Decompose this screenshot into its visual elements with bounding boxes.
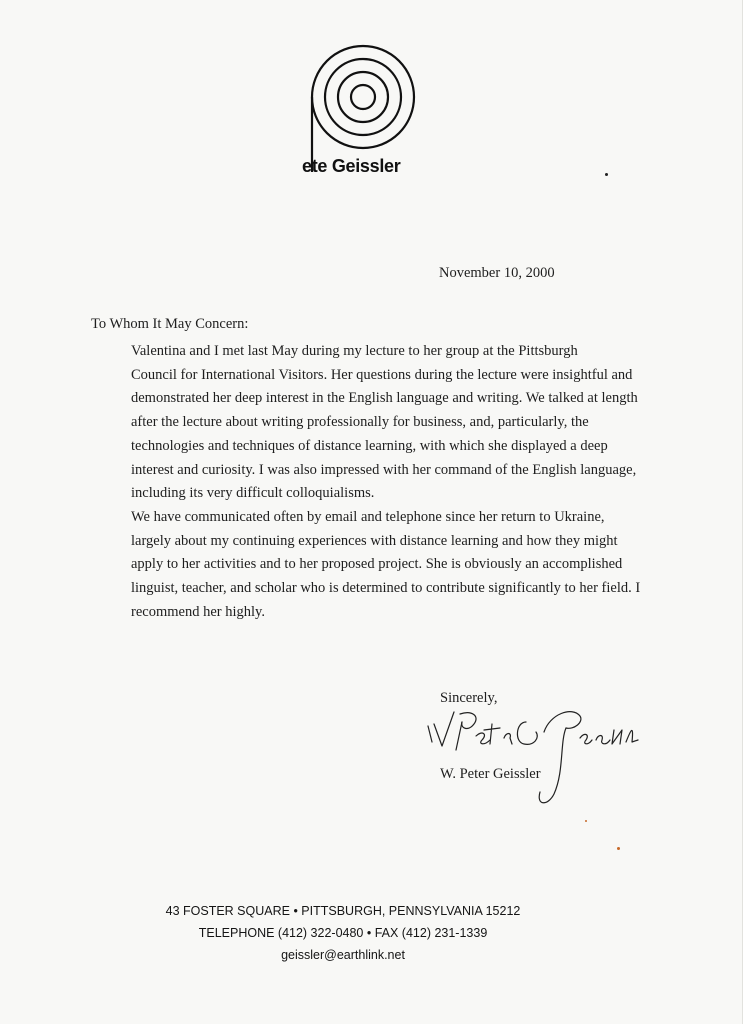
- letterhead-logo-text: ete Geissler: [302, 156, 401, 176]
- paper-speck: [585, 820, 587, 822]
- closing: Sincerely,: [440, 690, 498, 706]
- letterhead-logo: [288, 36, 436, 186]
- paragraph-2: [91, 506, 641, 625]
- footer-phone-fax: TELEPHONE (412) 322-0480 • FAX (412) 231-1339: [198, 926, 488, 940]
- footer-email: geissler@earthlink.net: [281, 948, 405, 962]
- letterhead-footer: [0, 900, 686, 966]
- body-line: after the lecture about writing professionally for business, and, particularly, the: [131, 414, 589, 431]
- body-line: linguist, teacher, and scholar who is determined to contribute significantly to her field. I: [131, 580, 641, 597]
- letter-body: [91, 340, 641, 624]
- body-line: We have communicated often by email and telephone since her return to Ukraine,: [131, 508, 605, 525]
- body-line: interest and curiosity. I was also impressed with her command of the English language,: [131, 461, 637, 478]
- signer-name: W. Peter Geissler: [440, 766, 541, 782]
- paper-speck: [617, 847, 620, 850]
- paragraph-1: [91, 340, 638, 506]
- body-line: technologies and techniques of distance learning, with which she displayed a deep: [131, 437, 608, 454]
- letter-date: November 10, 2000: [439, 265, 555, 281]
- paper-speck: [605, 173, 608, 176]
- body-line: including its very difficult colloquialisms.: [131, 485, 375, 502]
- body-line: apply to her activities and to her proposed project. She is obviously an accomplished: [131, 556, 623, 573]
- body-line: recommend her highly.: [131, 603, 265, 620]
- handwritten-signature-icon: [420, 702, 650, 812]
- footer-address: 43 FOSTER SQUARE • PITTSBURGH, PENNSYLVANIA 15212: [165, 904, 521, 918]
- body-line: largely about my continuing experiences with distance learning and how they might: [131, 532, 618, 549]
- body-line: Council for International Visitors. Her questions during the lecture were insightful and: [131, 366, 633, 383]
- body-line: demonstrated her deep interest in the English language and writing. We talked at length: [131, 390, 638, 407]
- salutation: To Whom It May Concern:: [91, 316, 249, 332]
- body-line: Valentina and I met last May during my lecture to her group at the Pittsburgh: [131, 343, 578, 359]
